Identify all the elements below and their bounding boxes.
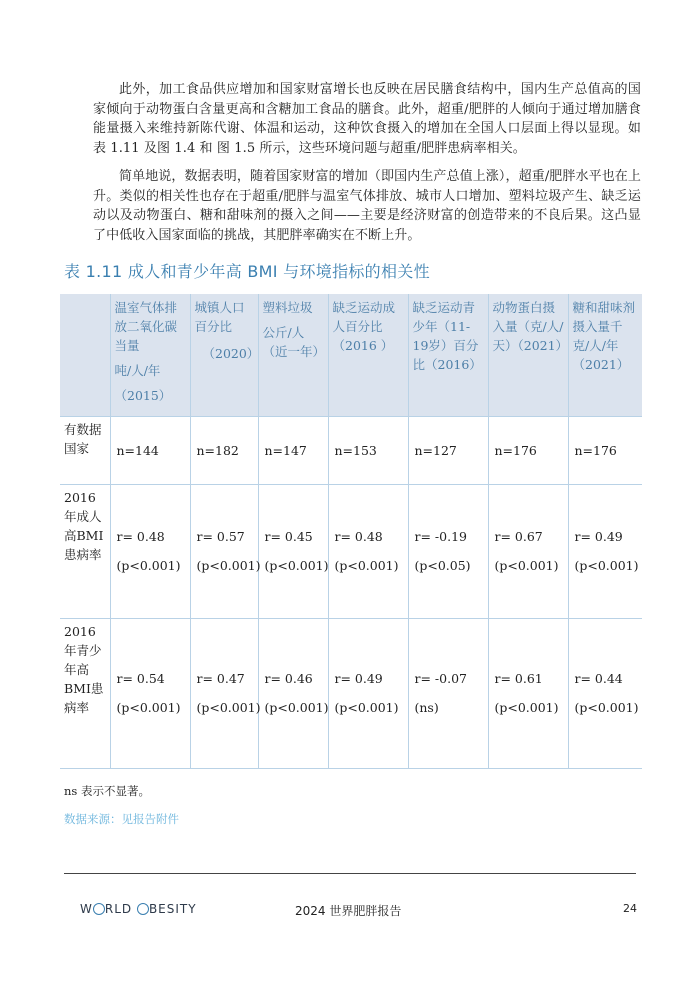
correlation-value: r= 0.49 bbox=[574, 529, 623, 544]
world-obesity-logo bbox=[80, 902, 197, 916]
p-value: (p<0.001) bbox=[334, 558, 399, 573]
correlation-value: r= 0.47 bbox=[196, 671, 245, 686]
correlation-value: r= 0.54 bbox=[116, 671, 165, 686]
p-value: (p<0.001) bbox=[494, 700, 559, 715]
logo-text-rld: RLD bbox=[104, 902, 137, 916]
table-header-row bbox=[60, 294, 642, 416]
body-paragraph-1: 此外，加工食品供应增加和国家财富增长也反映在居民膳食结构中，国内生产总值高的国家倾向于动物蛋白含量更高和含糖加工食品的膳食。此外，超重/肥胖的人倾向于通过增加膳食能量摄入来维持新陈代谢、体温和运动，这种饮食摄入的增加在全国人口层面上得以显现。如表 1.11 及图 1.4 和 图 1.5 所示，这些环境问题与超重/肥胖患病率相关。 bbox=[93, 82, 641, 156]
table-cell bbox=[568, 618, 642, 768]
body-paragraph-2: 简单地说，数据表明，随着国家财富的增加（即国内生产总值上涨），超重/肥胖水平也在上升。类似的相关性也存在于超重/肥胖与温室气体排放、城市人口增加、塑料垃圾产生、缺乏运动以及动物蛋白、糖和甜味剂的摄入之间——主要是经济财富的创造带来的不良后果。这凸显了中低收入国家面临的挑战，其肥胖率确实在不断上升。 bbox=[93, 169, 641, 243]
table-note: ns 表示不显著。 bbox=[64, 784, 150, 798]
table-cell bbox=[258, 484, 328, 618]
p-value: (p<0.001) bbox=[264, 558, 329, 573]
column-header-year: （2015） bbox=[114, 388, 172, 403]
p-value: (p<0.001) bbox=[264, 700, 329, 715]
footer-divider bbox=[64, 873, 636, 874]
column-header-name: 缺乏运动成人百分比（2016 ） bbox=[332, 300, 396, 353]
p-value: (p<0.001) bbox=[334, 700, 399, 715]
table-cell: n=176 bbox=[488, 416, 568, 484]
table-cell bbox=[190, 484, 261, 618]
logo-ring-icon bbox=[137, 903, 149, 915]
logo-ring-icon bbox=[93, 903, 105, 915]
p-value: (p<0.001) bbox=[196, 700, 261, 715]
column-header-year: （2020） bbox=[202, 346, 260, 361]
table-title: 表 1.11 成人和青少年高 BMI 与环境指标的相关性 bbox=[64, 262, 430, 281]
column-header-name: 城镇人口百分比 bbox=[194, 300, 245, 334]
table-cell bbox=[190, 618, 261, 768]
row-header: 2016年青少年高BMI患病率 bbox=[60, 618, 110, 768]
table-cell: n=176 bbox=[568, 416, 642, 484]
column-header bbox=[568, 294, 642, 416]
table-cell bbox=[408, 484, 488, 618]
table-cell: n=182 bbox=[190, 416, 258, 484]
table-cell bbox=[488, 484, 568, 618]
table-cell bbox=[258, 618, 328, 768]
p-value: (p<0.001) bbox=[116, 558, 181, 573]
correlation-value: r= 0.45 bbox=[264, 529, 313, 544]
p-value: (p<0.001) bbox=[116, 700, 181, 715]
correlation-value: r= -0.07 bbox=[414, 671, 467, 686]
column-header-name: 塑料垃圾 bbox=[262, 300, 313, 315]
column-header bbox=[110, 294, 190, 416]
column-header bbox=[328, 294, 408, 416]
correlation-value: r= 0.44 bbox=[574, 671, 623, 686]
table-cell: n=144 bbox=[110, 416, 190, 484]
table-cell bbox=[328, 484, 408, 618]
p-value: (p<0.001) bbox=[196, 558, 261, 573]
table-row bbox=[60, 484, 642, 618]
correlation-value: r= 0.49 bbox=[334, 671, 383, 686]
correlation-value: r= -0.19 bbox=[414, 529, 467, 544]
column-header bbox=[408, 294, 488, 416]
correlation-table bbox=[60, 294, 642, 772]
table-cell bbox=[110, 618, 190, 768]
correlation-value: r= 0.61 bbox=[494, 671, 543, 686]
correlation-value: r= 0.48 bbox=[116, 529, 165, 544]
column-header-name: 温室气体排放二氧化碳当量 bbox=[114, 300, 178, 353]
row-header: 有数据国家 bbox=[60, 416, 110, 484]
correlation-value: r= 0.57 bbox=[196, 529, 245, 544]
table-cell: n=153 bbox=[328, 416, 408, 484]
table-cell bbox=[328, 618, 408, 768]
p-value: (p<0.001) bbox=[574, 558, 639, 573]
correlation-value: r= 0.46 bbox=[264, 671, 313, 686]
table-cell bbox=[488, 618, 568, 768]
logo-text-besity: BESITY bbox=[148, 902, 197, 916]
correlation-value: r= 0.48 bbox=[334, 529, 383, 544]
column-header bbox=[258, 294, 328, 416]
table-cell bbox=[408, 618, 488, 768]
correlation-value: r= 0.67 bbox=[494, 529, 543, 544]
column-header-unit: 公斤/人（近一年） bbox=[262, 325, 326, 359]
table-cell bbox=[110, 484, 190, 618]
p-value: (p<0.001) bbox=[494, 558, 559, 573]
row-header: 2016年成人高BMI患病率 bbox=[60, 484, 110, 618]
column-header-name: 动物蛋白摄入量（克/人/天）（2021） bbox=[492, 300, 569, 353]
footer-report-title: 2024 世界肥胖报告 bbox=[295, 904, 402, 918]
column-header-unit: 吨/人/年 bbox=[114, 363, 161, 378]
page-number: 24 bbox=[623, 902, 637, 915]
data-source-link[interactable]: 数据来源：见报告附件 bbox=[64, 812, 179, 826]
column-header-name: 糖和甜味剂摄入量千克/人/年（2021） bbox=[572, 300, 636, 372]
table-row bbox=[60, 618, 642, 768]
header-corner-cell bbox=[60, 294, 110, 416]
table-cell: n=127 bbox=[408, 416, 488, 484]
table-cell: n=147 bbox=[258, 416, 328, 484]
column-header bbox=[488, 294, 568, 416]
logo-text-w: W bbox=[80, 902, 93, 916]
table-row bbox=[60, 416, 642, 484]
p-value: (ns) bbox=[414, 700, 439, 715]
column-header bbox=[190, 294, 258, 416]
p-value: (p<0.001) bbox=[574, 700, 639, 715]
table-cell bbox=[568, 484, 642, 618]
column-header-name: 缺乏运动青少年（11-19岁）百分比（2016） bbox=[412, 300, 482, 372]
p-value: (p<0.05) bbox=[414, 558, 471, 573]
